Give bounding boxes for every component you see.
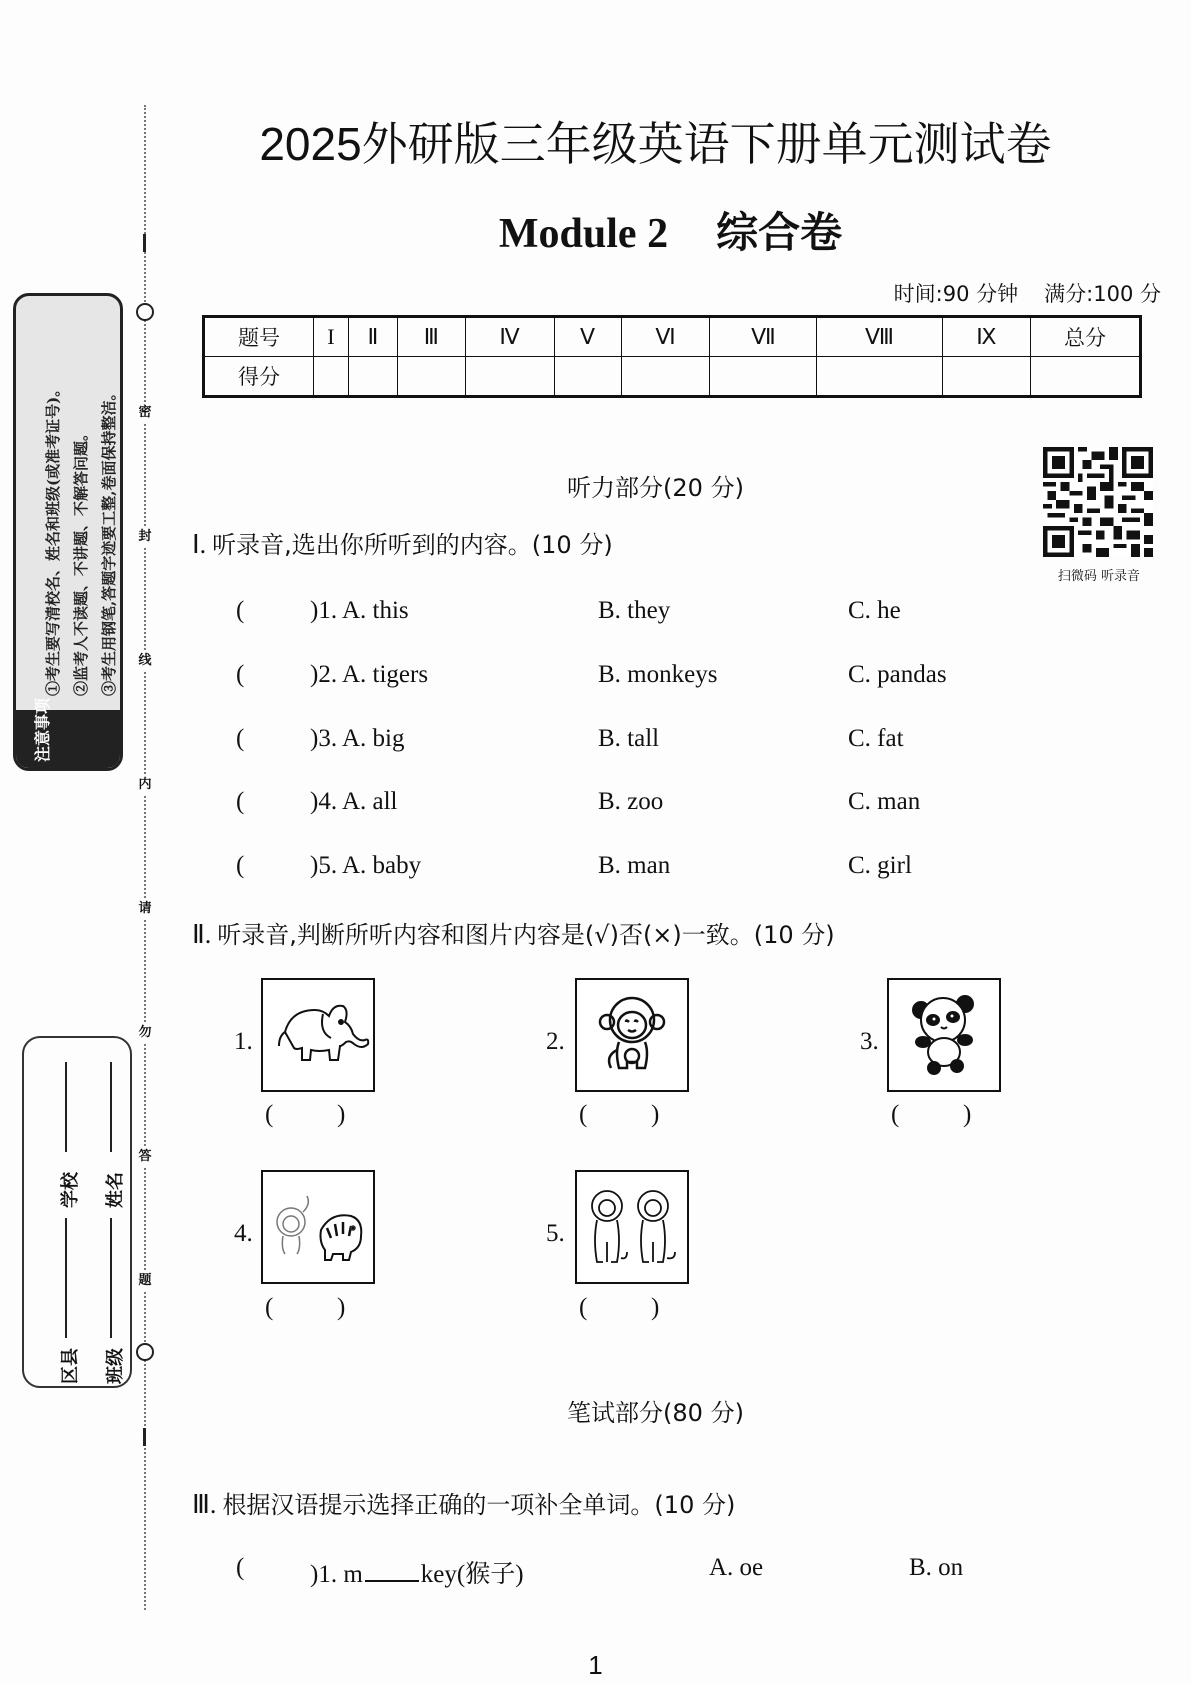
- listening-section-title: 听力部分(20 分): [567, 474, 744, 502]
- seal-char: 内: [136, 776, 154, 794]
- answer-blank[interactable]: (: [236, 597, 245, 624]
- letter-blank[interactable]: [365, 1558, 419, 1582]
- notice-line-2: ②监考人不读题、不讲题、不解答问题。: [72, 425, 90, 696]
- question-instruction: 听录音,判断所听内容和图片内容是(√)否(×)一致。(10 分): [217, 921, 835, 949]
- paren-open: (: [891, 1101, 900, 1128]
- picture-monkey: [575, 978, 689, 1092]
- score-table: [202, 315, 1142, 398]
- option-c: C. pandas: [848, 661, 947, 688]
- binding-hole-icon: [136, 303, 154, 321]
- paren-close: ): [963, 1101, 972, 1128]
- full-score-label: 满分:100 分: [1044, 282, 1161, 306]
- option-b: B. they: [598, 597, 671, 624]
- picture-number: 2.: [546, 1028, 565, 1055]
- score-cell[interactable]: [465, 357, 554, 397]
- seal-char: 勿: [136, 1024, 154, 1042]
- option-a: )5. A. baby: [310, 852, 422, 879]
- word-suffix: key(猴子): [420, 1561, 524, 1588]
- option-c: C. fat: [848, 725, 904, 752]
- school-label: 学校: [60, 1172, 81, 1208]
- score-table-header-row: [204, 317, 1141, 357]
- column-header: Ⅱ: [348, 317, 397, 357]
- column-header: Ⅲ: [398, 317, 465, 357]
- question-3-heading: [192, 1485, 735, 1520]
- column-header-total: 总分: [1031, 317, 1141, 357]
- module-label: Module 2: [498, 211, 669, 257]
- paren-close: ): [651, 1101, 660, 1128]
- answer-blank[interactable]: (: [236, 661, 245, 688]
- column-header: Ⅵ: [621, 317, 710, 357]
- option-b: B. man: [598, 852, 671, 879]
- elephant-icon: [263, 980, 373, 1090]
- monkey-icon: [577, 980, 687, 1090]
- writing-section-title: 笔试部分(80 分): [567, 1399, 744, 1427]
- question-instruction: 根据汉语提示选择正确的一项补全单词。(10 分): [222, 1491, 736, 1519]
- exam-meta: [868, 278, 1161, 308]
- answer-blank[interactable]: (: [236, 788, 245, 815]
- column-header: Ⅷ: [817, 317, 942, 357]
- column-header: Ⅶ: [710, 317, 817, 357]
- option-a: )4. A. all: [310, 788, 398, 815]
- picture-panda: [887, 978, 1001, 1092]
- class-label: 班级: [105, 1348, 126, 1384]
- question-number: Ⅲ.: [192, 1490, 217, 1519]
- question-number: Ⅱ.: [192, 920, 212, 949]
- option-a: )3. A. big: [310, 725, 405, 752]
- score-table-score-row: [204, 357, 1141, 397]
- picture-lion-tiger: [261, 1170, 375, 1284]
- seal-dotted-line: [144, 105, 146, 1610]
- binding-hole-icon: [136, 1343, 154, 1361]
- paren-open: (: [579, 1101, 588, 1128]
- seal-char: 封: [136, 528, 154, 546]
- answer-blank[interactable]: (: [236, 725, 245, 752]
- lions-icon: [577, 1172, 687, 1282]
- seal-mark: [143, 1428, 146, 1446]
- column-header: Ⅸ: [942, 317, 1030, 357]
- district-fill-line[interactable]: [65, 1218, 67, 1338]
- seal-char: 密: [136, 404, 154, 422]
- column-header: Ⅳ: [465, 317, 554, 357]
- district-label: 区县: [60, 1348, 81, 1384]
- notice-line-3: ③考生用钢笔,答题字迹要工整,卷面保持整洁。: [100, 385, 118, 696]
- row-label: 得分: [204, 357, 314, 397]
- paren-open: (: [579, 1294, 588, 1321]
- score-cell[interactable]: [314, 357, 349, 397]
- answer-blank[interactable]: (: [236, 852, 245, 879]
- option-a: )2. A. tigers: [310, 661, 429, 688]
- name-label: 姓名: [105, 1172, 126, 1208]
- score-cell[interactable]: [348, 357, 397, 397]
- column-header: I: [314, 317, 349, 357]
- lion-tiger-icon: [263, 1172, 373, 1282]
- word-prefix: )1. m: [310, 1561, 363, 1588]
- notice-tag: [16, 697, 120, 768]
- seal-char: 请: [136, 900, 154, 918]
- notice-tag-label: 注意事项: [33, 697, 52, 762]
- seal-char: 题: [136, 1272, 154, 1290]
- paren-close: ): [337, 1294, 346, 1321]
- paren-close: ): [651, 1294, 660, 1321]
- module-subtitle: 综合卷: [716, 208, 843, 257]
- picture-number: 3.: [860, 1028, 879, 1055]
- question-1-heading: [192, 525, 613, 560]
- option-c: C. he: [848, 597, 901, 624]
- picture-elephant: [261, 978, 375, 1092]
- option-a: A. oe: [709, 1554, 764, 1581]
- option-a: )1. A. this: [310, 597, 409, 624]
- option-c: C. girl: [848, 852, 912, 879]
- page-number: 1: [588, 1650, 603, 1680]
- notice-box: [13, 293, 123, 771]
- column-header: Ⅴ: [554, 317, 621, 357]
- score-cell[interactable]: [621, 357, 710, 397]
- score-cell[interactable]: [554, 357, 621, 397]
- seal-char: 答: [136, 1148, 154, 1166]
- score-cell-total[interactable]: [1031, 357, 1141, 397]
- notice-line-1: ①考生要写清校名、姓名和班级(或准考证号)。: [44, 381, 62, 696]
- paren-open: (: [265, 1101, 274, 1128]
- seal-char: 线: [136, 652, 154, 670]
- class-fill-line[interactable]: [110, 1218, 112, 1338]
- row-label: 题号: [204, 317, 314, 357]
- qr-caption: 扫微码 听录音: [1057, 569, 1141, 584]
- question-instruction: 听录音,选出你所听到的内容。(10 分): [212, 531, 613, 559]
- score-cell[interactable]: [710, 357, 817, 397]
- option-c: C. man: [848, 788, 921, 815]
- picture-number: 1.: [234, 1028, 253, 1055]
- score-cell[interactable]: [398, 357, 465, 397]
- answer-blank[interactable]: (: [236, 1554, 245, 1581]
- option-b: B. monkeys: [598, 661, 718, 688]
- school-fill-line[interactable]: [65, 1062, 67, 1152]
- question-2-heading: [192, 915, 835, 950]
- option-b: B. tall: [598, 725, 660, 752]
- picture-two-lions: [575, 1170, 689, 1284]
- module-title: [0, 200, 1191, 260]
- paren-open: (: [265, 1294, 274, 1321]
- panda-icon: [889, 980, 999, 1090]
- score-cell[interactable]: [942, 357, 1030, 397]
- student-info-box: [22, 1036, 132, 1388]
- question-number: Ⅰ.: [192, 530, 207, 559]
- time-label: 时间:90 分钟: [893, 282, 1019, 306]
- option-b: B. zoo: [598, 788, 664, 815]
- paren-close: ): [337, 1101, 346, 1128]
- picture-number: 4.: [234, 1220, 253, 1247]
- option-b: B. on: [909, 1554, 964, 1581]
- name-fill-line[interactable]: [110, 1062, 112, 1152]
- page-title: 2025外研版三年级英语下册单元测试卷: [259, 118, 1052, 170]
- picture-number: 5.: [546, 1220, 565, 1247]
- word-prompt: [310, 1554, 524, 1590]
- score-cell[interactable]: [817, 357, 942, 397]
